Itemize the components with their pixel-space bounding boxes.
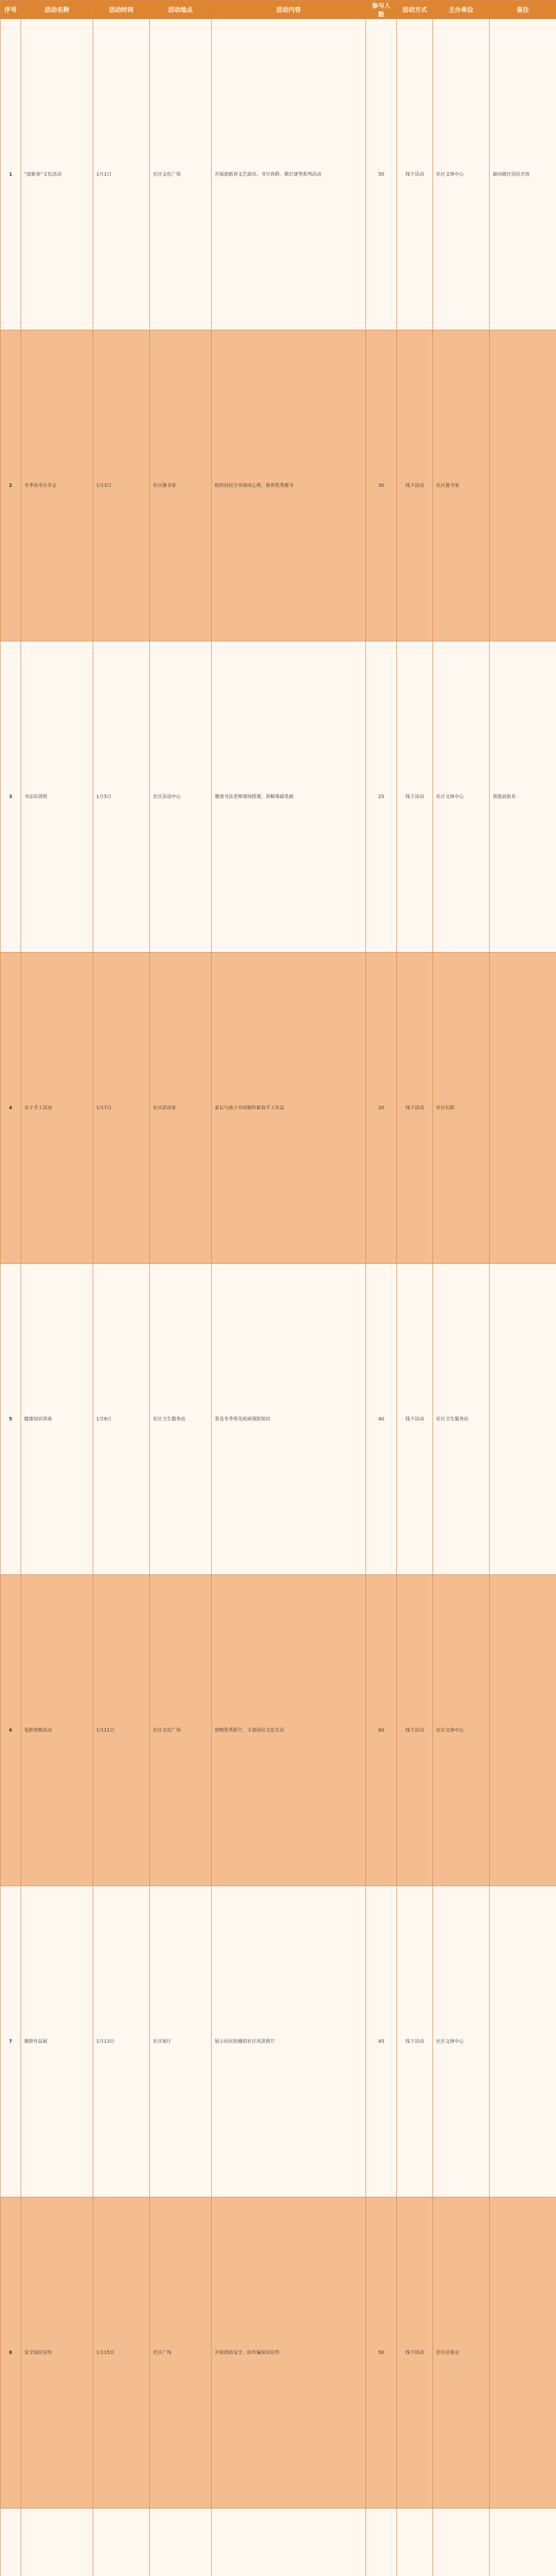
cell-org: 社区文体中心 [433, 641, 490, 953]
cell-id: 8 [1, 2197, 21, 2509]
cell-org: 社区居委会 [433, 2197, 490, 2509]
cell-mode: 线下活动 [397, 641, 433, 953]
header-time: 活动时间 [93, 1, 150, 19]
cell-content [212, 2509, 366, 2576]
cell-place [150, 2509, 212, 2576]
table-row [1, 1886, 556, 2197]
table-row [1, 1575, 556, 1886]
cell-time: 1月13日 [93, 1886, 150, 2197]
cell-org: 社区文体中心 [433, 1886, 490, 2197]
cell-mode [397, 2509, 433, 2576]
cell-name: 亲子手工活动 [21, 953, 93, 1264]
cell-name: 冬季读书分享会 [21, 330, 93, 641]
cell-content: 开展消防安全、防诈骗知识宣传 [212, 2197, 366, 2509]
cell-people: 50 [366, 2197, 397, 2509]
table-row [1, 641, 556, 953]
cell-content: 邀请书法老师现场授课，讲解基础笔画 [212, 641, 366, 953]
cell-name: 健康知识讲座 [21, 1264, 93, 1575]
cell-org [433, 2509, 490, 2576]
table-row [1, 330, 556, 641]
cell-content: 普及冬季常见疾病预防知识 [212, 1264, 366, 1575]
cell-place: 社区活动中心 [150, 641, 212, 953]
header-place: 活动地点 [150, 1, 212, 19]
cell-name: “迎新春”文化活动 [21, 19, 93, 330]
cell-org: 社区妇联 [433, 953, 490, 1264]
cell-name: 电影放映活动 [21, 1575, 93, 1886]
cell-people: 50 [366, 19, 397, 330]
header-row [1, 1, 556, 19]
cell-org: 社区文体中心 [433, 19, 490, 330]
table-body [1, 19, 556, 2576]
cell-people [366, 2509, 397, 2576]
cell-mode: 线下活动 [397, 1264, 433, 1575]
cell-time: 1月5日 [93, 641, 150, 953]
cell-id: 5 [1, 1264, 21, 1575]
cell-name: 安全知识宣传 [21, 2197, 93, 2509]
header-people: 参与人数 [366, 1, 397, 19]
cell-people: 20 [366, 953, 397, 1264]
cell-time: 1月7日 [93, 953, 150, 1264]
cell-note [490, 1575, 556, 1886]
cell-time: 1月11日 [93, 1575, 150, 1886]
table-row [1, 2509, 556, 2576]
cell-place: 社区图书室 [150, 330, 212, 641]
cell-time [93, 2509, 150, 2576]
cell-id: 6 [1, 1575, 21, 1886]
table-row [1, 953, 556, 1264]
table-row [1, 2197, 556, 2509]
header-org: 主办单位 [433, 1, 490, 19]
cell-mode: 线下活动 [397, 1886, 433, 2197]
cell-people: 45 [366, 1886, 397, 2197]
cell-name [21, 2509, 93, 2576]
cell-id: 2 [1, 330, 21, 641]
cell-time: 1月1日 [93, 19, 150, 330]
cell-id: 3 [1, 641, 21, 953]
cell-id: 7 [1, 1886, 21, 2197]
header-note: 备注 [490, 1, 556, 19]
cell-people: 60 [366, 1575, 397, 1886]
table-row [1, 19, 556, 330]
cell-note [490, 2197, 556, 2509]
header-mode: 活动方式 [397, 1, 433, 19]
cell-place: 社区文化广场 [150, 19, 212, 330]
cell-time: 1月9日 [93, 1264, 150, 1575]
cell-org: 社区文体中心 [433, 1575, 490, 1886]
cell-mode: 线下活动 [397, 1575, 433, 1886]
cell-mode: 线下活动 [397, 330, 433, 641]
header-content: 活动内容 [212, 1, 366, 19]
cell-note [490, 1886, 556, 2197]
cell-id: 1 [1, 19, 21, 330]
table-row [1, 1264, 556, 1575]
cell-note [490, 1264, 556, 1575]
cell-note [490, 953, 556, 1264]
cell-people: 25 [366, 641, 397, 953]
cell-name: 书法培训班 [21, 641, 93, 953]
cell-people: 40 [366, 1264, 397, 1575]
cell-mode: 线下活动 [397, 19, 433, 330]
cell-people: 30 [366, 330, 397, 641]
cell-note [490, 2509, 556, 2576]
cell-mode: 线下活动 [397, 953, 433, 1264]
table-header [1, 1, 556, 19]
cell-org: 社区卫生服务站 [433, 1264, 490, 1575]
cell-org: 社区图书室 [433, 330, 490, 641]
cell-time: 1月15日 [93, 2197, 150, 2509]
cell-place: 社区卫生服务站 [150, 1264, 212, 1575]
cell-content: 家长与孩子共同制作新春手工作品 [212, 953, 366, 1264]
header-id: 序号 [1, 1, 21, 19]
cell-time: 1月3日 [93, 330, 150, 641]
cell-name: 摄影作品展 [21, 1886, 93, 2197]
cell-content: 开展迎新春文艺演出、书写春联、猜灯谜等系列活动 [212, 19, 366, 330]
cell-mode: 线下活动 [397, 2197, 433, 2509]
cell-content: 放映优秀影片，丰富居民文化生活 [212, 1575, 366, 1886]
cell-note [490, 330, 556, 641]
cell-note: 需提前报名 [490, 641, 556, 953]
header-name: 活动名称 [21, 1, 93, 19]
cell-content: 展示居民拍摄的社区风景照片 [212, 1886, 366, 2197]
cell-place: 社区活动室 [150, 953, 212, 1264]
cell-id [1, 2509, 21, 2576]
cell-id: 4 [1, 953, 21, 1264]
cell-place: 社区展厅 [150, 1886, 212, 2197]
cell-place: 社区文化广场 [150, 1575, 212, 1886]
cell-place: 社区广场 [150, 2197, 212, 2509]
cell-note: 面向辖区居民开放 [490, 19, 556, 330]
cell-content: 组织居民分享阅读心得，推荐优秀图书 [212, 330, 366, 641]
